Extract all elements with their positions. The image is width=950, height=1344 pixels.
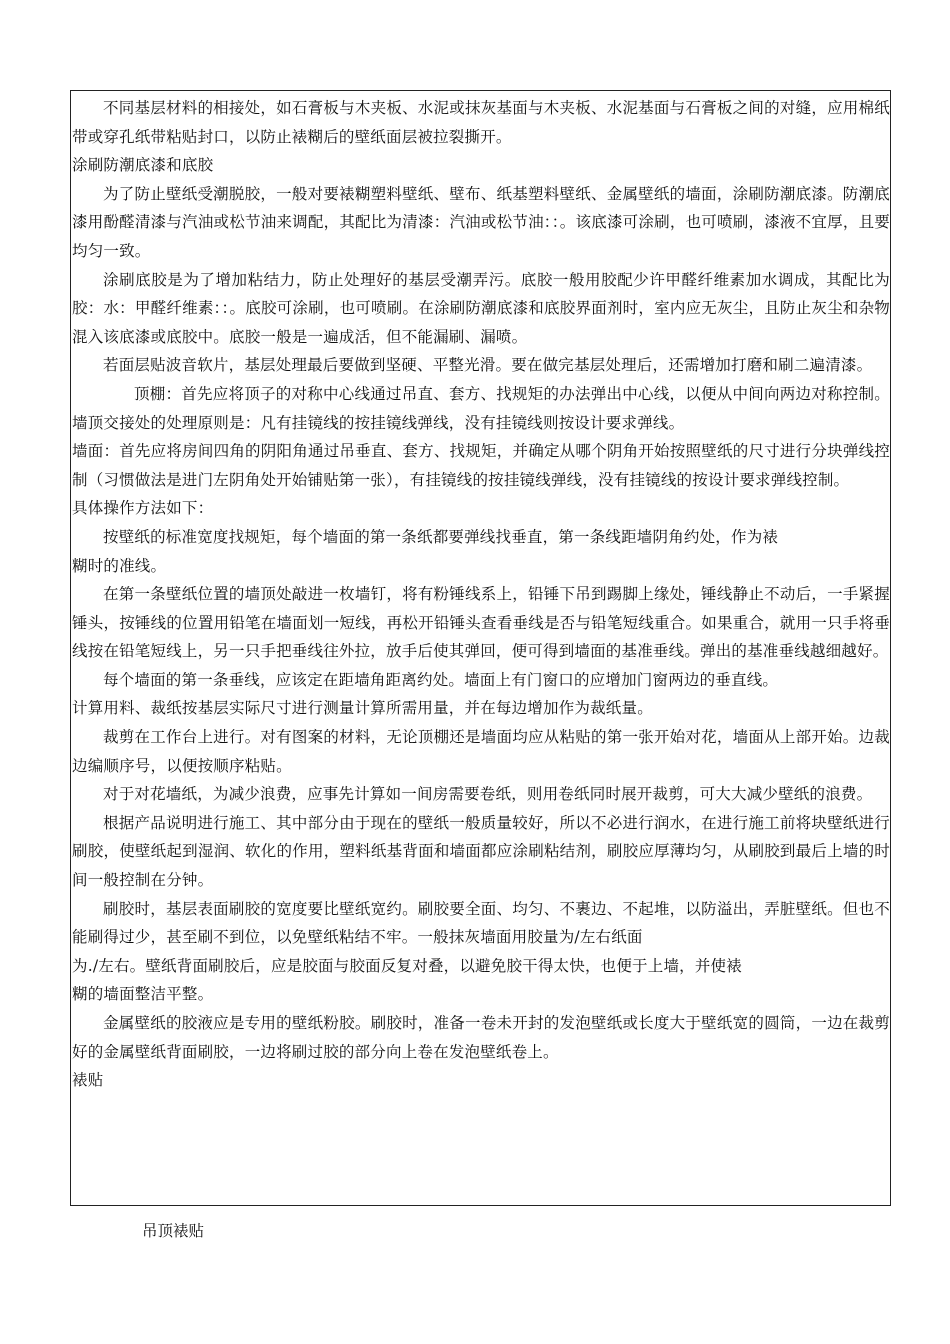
- paragraph-glue-width-end: 糊的墙面整洁平整。: [72, 985, 214, 1004]
- heading-ceiling-mounting: 吊顶裱贴: [142, 1222, 205, 1240]
- document-body: [72, 94, 890, 1095]
- paragraph-standard-width: 按壁纸的标准宽度找规矩，每个墙面的第一条纸都要弹线找垂直，第一条线距墙阴角约处，作为裱: [103, 527, 779, 546]
- paragraph-standard-width-cont: 糊时的准线。: [72, 556, 167, 575]
- paragraph-cutting: 裁剪在工作台上进行。对有图案的材料，无论顶棚还是墙面均应从粘贴的第一张开始对花，墙面从上部开始。边裁边编顺序号，以便按顺序粘贴。: [72, 728, 890, 775]
- paragraph-calc-material: 计算用料、裁纸按基层实际尺寸进行测量计算所需用量，并在每边增加作为裁纸量。: [72, 699, 653, 718]
- paragraph-plumb-line: 在第一条壁纸位置的墙顶处敲进一枚墙钉，将有粉锤线系上，铅锤下吊到踢脚上缘处，锤线静止不动后，一手紧握锤头，按锤线的位置用铅笔在墙面划一短线，再松开铅锤头查看垂线是否与铅笔短线重合。如果重合，就用一只手将垂线按在铅笔短线上，另一只手把垂线往外拉，放手后使其弹回，便可得到墙面的基准垂线。弹出的基准垂线越细越好。: [72, 585, 890, 661]
- heading-operation-method: 具体操作方法如下：: [72, 499, 214, 518]
- paragraph-base-glue: 涂刷底胶是为了增加粘结力，防止处理好的基层受潮弄污。底胶一般用胶配少许甲醛纤维素加水调成，其配比为胶：水：甲醛纤维素：：。底胶可涂刷，也可喷刷。在涂刷防潮底漆和底胶界面剂时，室内应无灰尘，且防止灰尘和杂物混入该底漆或底胶中。底胶一般是一遍成活，但不能漏刷、漏喷。: [72, 270, 890, 346]
- paragraph-moisture-primer: 为了防止壁纸受潮脱胶，一般对要裱糊塑料壁纸、壁布、纸基塑料壁纸、金属壁纸的墙面，涂刷防潮底漆。防潮底漆用酚醛清漆与汽油或松节油来调配，其配比为清漆：汽油或松节油：：。该底漆可涂刷，也可喷刷，漆液不宜厚，且要均匀一致。: [72, 184, 890, 260]
- paragraph-metal-wallpaper: 金属壁纸的胶液应是专用的壁纸粉胶。刷胶时，准备一卷未开封的发泡壁纸或长度大于壁纸宽的圆筒，一边在裁剪好的金属壁纸背面刷胶，一边将刷过胶的部分向上卷在发泡壁纸卷上。: [72, 1014, 890, 1061]
- paragraph-joint-sealing: 不同基层材料的相接处，如石膏板与木夹板、水泥或抹灰基面与木夹板、水泥基面与石膏板之间的对缝，应用棉纸带或穿孔纸带粘贴封口，以防止裱糊后的壁纸面层被拉裂撕开。: [72, 99, 890, 146]
- paragraph-wall-line: 墙面：首先应将房间四角的阴阳角通过吊垂直、套方、找规矩，并确定从哪个阴角开始按照壁纸的尺寸进行分块弹线控制（习惯做法是进门左阴角处开始铺贴第一张），有挂镜线的按挂镜线弹线，没有挂镜线的按设计要求弹线控制。: [72, 442, 890, 489]
- heading-mounting: 裱贴: [72, 1071, 104, 1090]
- paragraph-glue-width-cont: 为./左右。壁纸背面刷胶后，应是胶面与胶面反复对叠，以避免胶干得太快，也便于上墙，并使裱: [72, 956, 742, 975]
- paragraph-glue-width: 刷胶时，基层表面刷胶的宽度要比壁纸宽约。刷胶要全面、均匀、不裹边、不起堆，以防溢出，弄脏壁纸。但也不能刷得过少，甚至刷不到位，以免壁纸粘结不牢。一般抹灰墙面用胶量为/左右纸面: [72, 899, 890, 947]
- heading-moisture-primer: 涂刷防潮底漆和底胶: [72, 156, 214, 175]
- paragraph-glue-instructions: 根据产品说明进行施工、其中部分由于现在的壁纸一般质量较好，所以不必进行润水，在进行施工前将块壁纸进行刷胶，使壁纸起到湿润、软化的作用，塑料纸基背面和墙面都应涂刷粘结剂，刷胶应厚薄均匀，从刷胶到最后上墙的时间一般控制在分钟。: [72, 813, 890, 890]
- paragraph-ceiling-line: 顶棚：首先应将顶子的对称中心线通过吊直、套方、找规矩的办法弹出中心线，以便从中间向两边对称控制。墙顶交接处的处理原则是：凡有挂镜线的按挂镜线弹线，没有挂镜线则按设计要求弹线。: [72, 384, 890, 432]
- paragraph-boeing-film: 若面层贴波音软片，基层处理最后要做到坚硬、平整光滑。要在做完基层处理后，还需增加打磨和刷二遍清漆。: [103, 356, 873, 375]
- paragraph-pattern-paper: 对于对花墙纸，为减少浪费，应事先计算如一间房需要卷纸，则用卷纸同时展开裁剪，可大大减少壁纸的浪费。: [103, 785, 873, 804]
- paragraph-first-vertical: 每个墙面的第一条垂线，应该定在距墙角距离约处。墙面上有门窗口的应增加门窗两边的垂直线。: [103, 670, 779, 689]
